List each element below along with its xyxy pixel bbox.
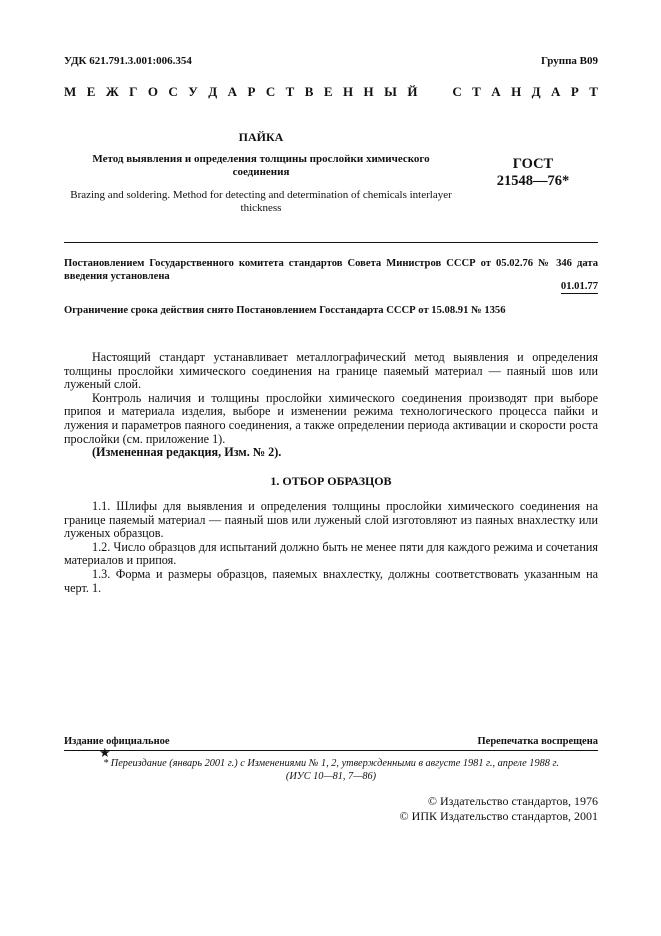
heading-letter: Е [86,84,96,99]
heading-letter: А [227,84,237,99]
decree-text: Постановлением Государственного комитета стандартов Совета Министров СССР от 05.02.76 № 346 дата введения установлена [64,258,598,282]
udk-code: УДК 621.791.3.001:006.354 [64,55,192,67]
heading-letter: Т [285,84,295,99]
copyright-line: © ИПК Издательство стандартов, 2001 [399,808,598,823]
section-heading: 1. ОТБОР ОБРАЗЦОВ [270,474,392,488]
footer-divider [64,750,598,751]
copyright-line: © Издательство стандартов, 1976 [427,794,598,808]
page-title: ПАЙКА [238,130,284,144]
heading-letter: Н [342,84,354,99]
intro-section [64,351,598,460]
reprint-prohibited: Перепечатка воспрещена [477,736,598,747]
heading-letter: Е [323,84,333,99]
limitation-text: Ограничение срока действия снято Постановлением Госстандарта СССР от 15.08.91 № 1356 [64,305,506,316]
heading-letter [428,84,442,100]
divider [64,242,598,243]
heading-letter: С [452,84,462,99]
heading-letter: Т [589,84,598,99]
heading-letter: О [147,84,158,99]
section-paragraph: 1.1. Шлифы для выявления и определения толщины прослойки химического соединения на границе паяемый материал — паяный шов или луженый слой изготовляют из паяных внахлестку или луженых образцов. [64,499,598,541]
official-edition: Издание официальное [64,736,170,747]
heading-letter: Г [129,84,138,99]
gost-number: 21548—76* [496,173,570,189]
heading-letter: С [265,84,276,99]
group-code: Группа В09 [540,55,598,67]
standard-kind-heading [64,84,598,100]
introduction-date: 01.01.77 [560,281,598,292]
footnote-ius: (ИУС 10—81, 7—86) [285,770,377,782]
heading-letter: Ж [105,84,119,99]
section-1 [64,500,598,595]
heading-letter: У [188,84,198,99]
heading-letter: Д [531,84,541,99]
intro-paragraph: Настоящий стандарт устанавливает металлографический метод выявления и определения толщины прослойки химического соединения на границе паяемый материал — паяный шов или луженый слой. [64,350,598,392]
section-paragraph: 1.2. Число образцов для испытаний должно быть не менее пяти для каждого режима и сочетания материалов и припоя. [64,539,598,568]
subtitle-en: Brazing and soldering. Method for detecting and determination of chemicals interlayer thickness [70,189,452,214]
gost-label: ГОСТ [512,156,554,172]
star-icon: ★ [99,745,111,760]
subtitle-ru: Метод выявления и определения толщины прослойки химического соединения [92,153,430,178]
copyright-block [400,794,598,823]
heading-letter: Н [363,84,374,99]
heading-letter: Р [570,84,579,99]
heading-letter: М [64,84,77,99]
heading-letter: С [168,84,178,99]
amendment-note: (Измененная редакция, Изм. № 2). [92,445,282,460]
section-paragraph: 1.3. Форма и размеры образцов, паяемых внахлестку, должны соответствовать указанным на черт. 1. [64,566,598,595]
heading-letter: В [304,84,314,99]
heading-letter: Н [511,84,522,99]
heading-letter: Ы [384,84,397,99]
heading-letter: А [491,84,501,99]
heading-letter: Й [407,84,418,99]
heading-letter: Р [247,84,256,99]
heading-letter: Т [472,84,481,99]
footnote-text: * Переиздание (январь 2001 г.) с Изменениями № 1, 2, утвержденными в августе 1981 г., апреле 1988 г. [103,758,559,769]
intro-paragraph: Контроль наличия и толщины прослойки химического соединения производят при выборе припоя и материала изделия, выборе и изменении режима технологического процесса пайки и лужения и параметров паяного соединения, а также определении периода активации и скорости роста прослойки (см. приложение 1). [64,390,598,446]
gost-designation [478,156,588,190]
footnote [64,758,598,783]
heading-letter: Д [208,84,218,99]
heading-letter: А [551,84,561,99]
